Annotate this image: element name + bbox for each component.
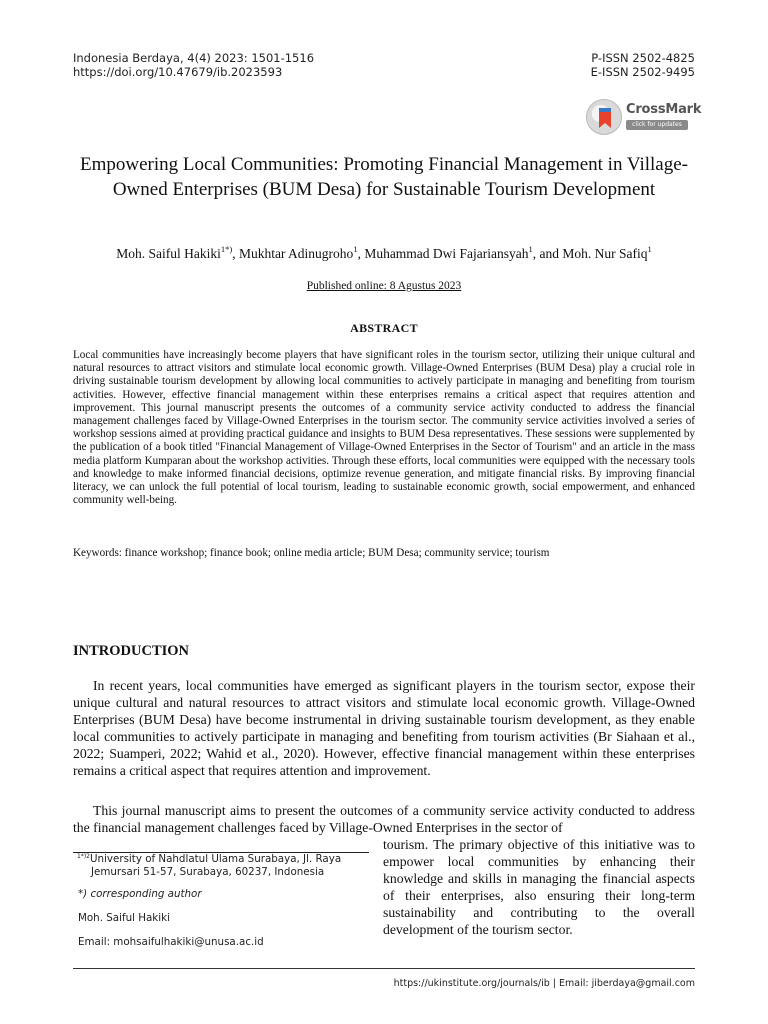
paper-title: Empowering Local Communities: Promoting Financial Management in Village-Owned Enterprises (BUM Desa) for Sustainable Tourism Development: [80, 154, 688, 200]
keywords: Keywords: finance workshop; finance book; online media article; BUM Desa; community service; tourism: [73, 547, 550, 559]
author-affiliation-mark: 1*): [220, 244, 233, 254]
author-affiliation-mark: 1: [353, 244, 358, 254]
electronic-issn: E-ISSN 2502-9495: [590, 65, 695, 79]
introduction-heading: INTRODUCTION: [73, 643, 190, 659]
journal-citation: Indonesia Berdaya, 4(4) 2023: 1501-1516: [73, 51, 315, 65]
author-affiliation-mark: 1: [647, 244, 652, 254]
author-separator: ,: [232, 246, 239, 261]
author-separator: ,: [357, 246, 365, 261]
crossmark-label: CrossMark: [626, 102, 702, 117]
introduction-paragraph-2: This journal manuscript aims to present the outcomes of a community service activity conducted to address the financial management challenges faced by Village-Owned Enterprises in the sector of: [73, 803, 695, 835]
publication-date: Published online: 8 Agustus 2023: [306, 280, 462, 292]
page-footer[interactable]: https://ukinstitute.org/journals/ib | Email: jiberdaya@gmail.com: [393, 978, 695, 989]
affiliation-footnote: [77, 853, 377, 879]
affiliation-line-1: University of Nahdlatul Ulama Surabaya, Jl. Raya: [89, 853, 342, 865]
affiliation-mark: 1*)2: [77, 853, 90, 860]
author-name: Moh. Nur Safiq: [562, 246, 648, 261]
introduction-paragraph-1: In recent years, local communities have emerged as significant players in the tourism sector, expose their unique cultural and natural resources to attract visitors and stimulate local economic growth. Village-Owned Enterprises (BUM Desa) have become instrumental in driving sustainable tourism development, as they enable local communities to actively participate in managing and benefiting from tourism activities (Br Siahaan et al., 2022; Suamperi, 2022; Wahid et al., 2020). However, effective financial management within these enterprises remains a critical aspect that requires attention and improvement.: [73, 678, 695, 778]
corresponding-author-name: Moh. Saiful Hakiki: [78, 912, 170, 924]
print-issn: P-ISSN 2502-4825: [591, 51, 695, 65]
doi-link[interactable]: https://doi.org/10.47679/ib.2023593: [73, 65, 283, 79]
abstract-text: Local communities have increasingly become players that have significant roles in the tourism sector, utilizing their unique cultural and natural resources to attract visitors and stimulate local economic growth. Village-Owned Enterprises (BUM Desa) play a crucial role in driving sustainable tourism development by allowing local communities to actively participate in managing and benefiting from tourism activities. However, effective financial management within these enterprises remains a critical aspect that requires attention and improvement. This journal manuscript presents the outcomes of a community service activity conducted to address the financial management challenges faced by Village-Owned Enterprises in the tourism sector. The community service activities involved a series of workshop sessions aimed at providing practical guidance and insights to BUM Desa representatives. These sessions were supplemented by the publication of a book titled "Financial Management of Village-Owned Enterprises in the Sector of Tourism" and an article in the mass media platform Kumparan about the workshop activities. Through these efforts, local communities were equipped with the necessary tools and knowledge to make informed financial decisions, optimize revenue generation, and mitigate financial risks. By improving financial literacy, we can unlock the full potential of local tourism, leading to sustainable economic growth, social empowerment, and enhanced community well-being.: [73, 349, 695, 507]
footer-divider: [73, 968, 695, 969]
author-affiliation-mark: 1: [528, 244, 533, 254]
author-name: Moh. Saiful Hakiki: [116, 246, 221, 261]
author-separator: , and: [532, 246, 563, 261]
abstract-heading: ABSTRACT: [350, 321, 418, 335]
author-name: Muhammad Dwi Fajariansyah: [364, 246, 529, 261]
author-name: Mukhtar Adinugroho: [238, 246, 354, 261]
running-header-right: [591, 51, 695, 79]
introduction-paragraph-2-continued: tourism. The primary objective of this initiative was to empower local communities by enhancing their knowledge and skills in managing the financial aspects of their enterprises, also ensuring their long-term sustainability and contributing to the overall development of the tourism sector.: [383, 837, 695, 937]
running-header-left: [73, 51, 314, 79]
crossmark-logo-icon: [586, 99, 622, 135]
author-list: [73, 245, 695, 263]
crossmark-badge[interactable]: [586, 99, 702, 135]
crossmark-sublabel: click for updates: [626, 120, 688, 130]
affiliation-line-2: Jemursari 51-57, Surabaya, 60237, Indonesia: [91, 866, 325, 878]
corresponding-author-email[interactable]: Email: mohsaifulhakiki@unusa.ac.id: [78, 936, 264, 948]
corresponding-author-note: *) corresponding author: [78, 888, 202, 900]
